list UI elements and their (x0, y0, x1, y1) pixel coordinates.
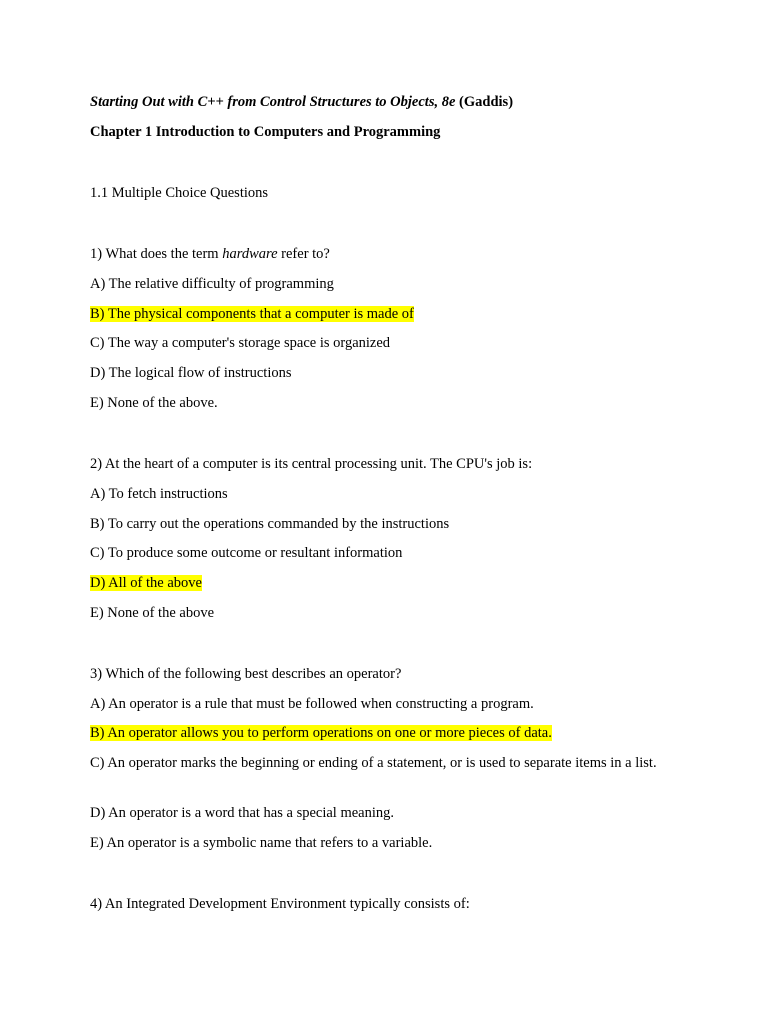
question-4: 4) An Integrated Development Environment typically consists of: (90, 896, 470, 912)
q2-answer-highlight: D) All of the above (90, 575, 202, 591)
q2-option-e: E) None of the above (90, 605, 215, 621)
q3-option-c: C) An operator marks the beginning or ending of a statement, or is used to separate items in a list. (90, 755, 657, 771)
q1-option-a: A) The relative difficulty of programming (90, 276, 334, 292)
q2-option-c: C) To produce some outcome or resultant information (90, 545, 403, 561)
q3-option-b (90, 723, 552, 743)
book-title-line (90, 92, 513, 112)
book-title: Starting Out with C++ from Control Structures to Objects, 8e (90, 94, 456, 110)
q1-option-d: D) The logical flow of instructions (90, 365, 292, 381)
question-1-term: hardware (222, 246, 278, 262)
q2-option-d (90, 573, 202, 593)
chapter-heading: Chapter 1 Introduction to Computers and Programming (90, 124, 441, 140)
q1-answer-highlight: B) The physical components that a computer is made of (90, 306, 414, 322)
question-1-suffix: refer to? (277, 246, 330, 262)
q2-option-b: B) To carry out the operations commanded by the instructions (90, 516, 450, 532)
question-3: 3) Which of the following best describes an operator? (90, 666, 402, 682)
question-1-prefix: 1) What does the term (90, 246, 223, 262)
q2-option-a: A) To fetch instructions (90, 486, 228, 502)
section-heading: 1.1 Multiple Choice Questions (90, 185, 269, 201)
q3-option-d: D) An operator is a word that has a special meaning. (90, 805, 395, 821)
q3-option-a: A) An operator is a rule that must be followed when constructing a program. (90, 696, 534, 712)
q3-answer-highlight: B) An operator allows you to perform operations on one or more pieces of data. (90, 725, 552, 741)
question-2: 2) At the heart of a computer is its central processing unit. The CPU's job is: (90, 456, 533, 472)
book-author: (Gaddis) (455, 94, 514, 110)
q3-option-e: E) An operator is a symbolic name that refers to a variable. (90, 835, 433, 851)
q1-option-c: C) The way a computer's storage space is organized (90, 335, 391, 351)
q1-option-e: E) None of the above. (90, 395, 218, 411)
q1-option-b (90, 304, 414, 324)
question-1 (90, 244, 330, 264)
